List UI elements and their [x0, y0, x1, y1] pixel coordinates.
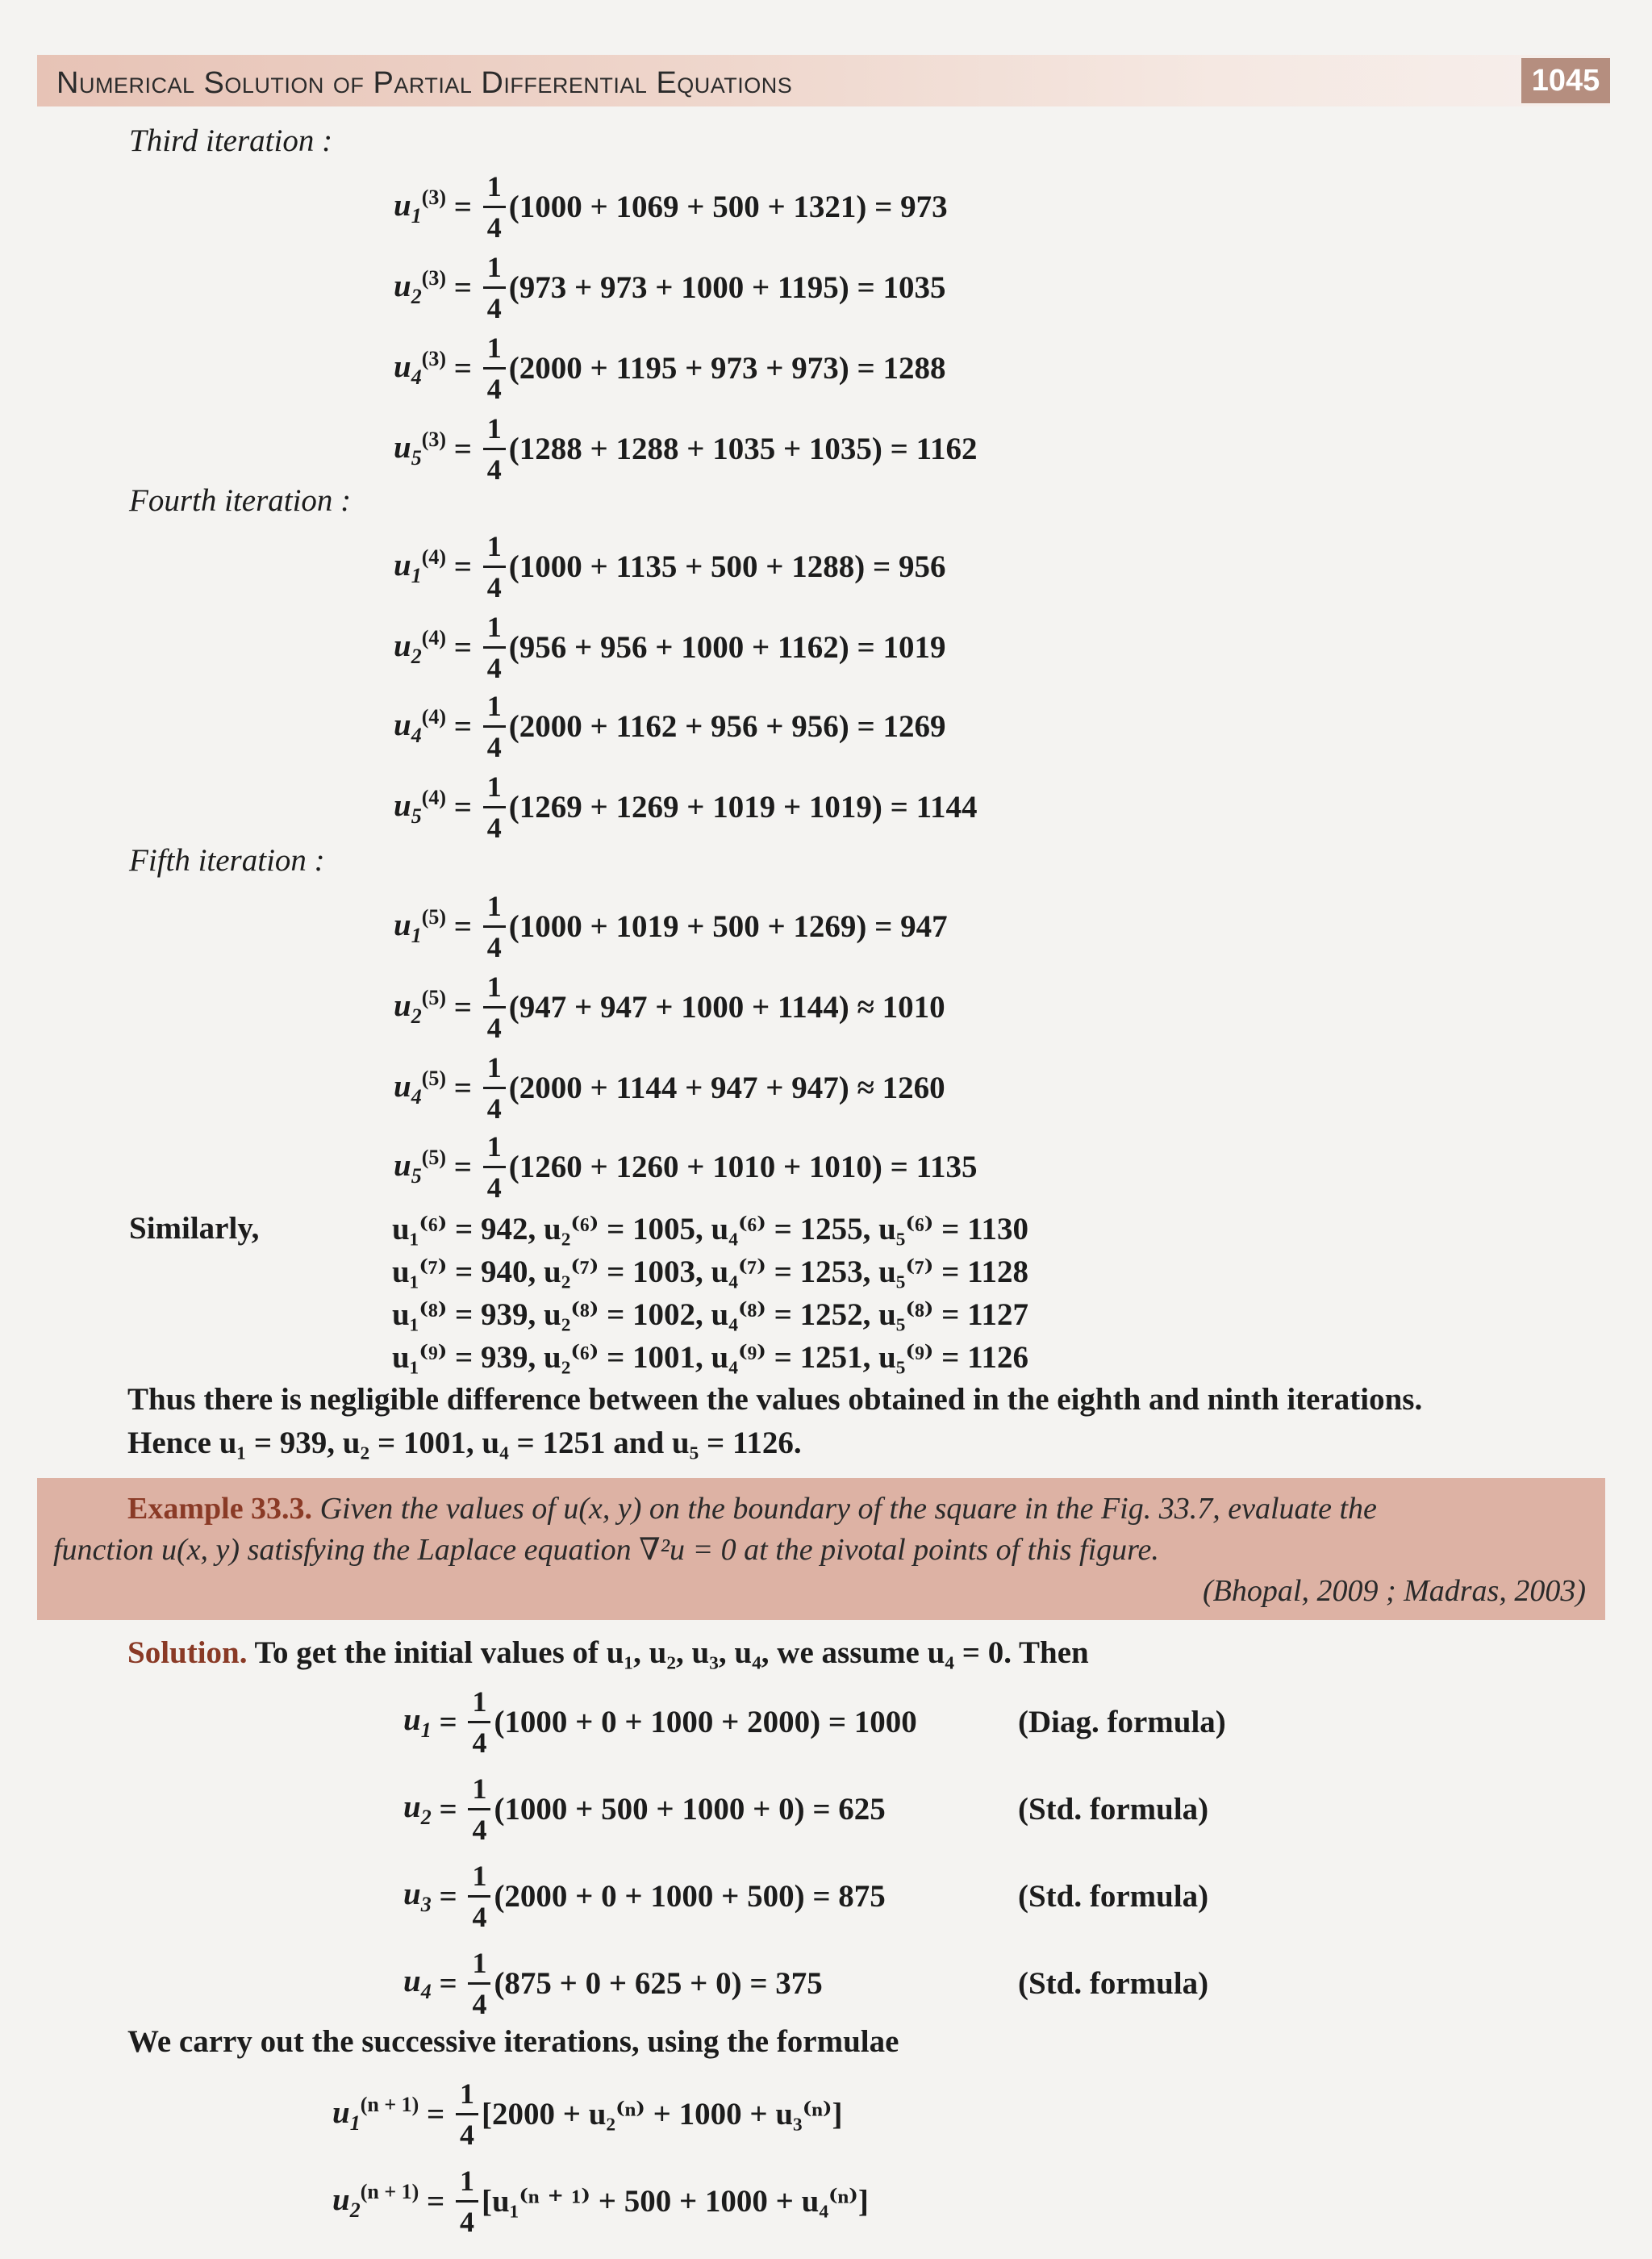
- formula-note: (Std. formula): [1018, 1966, 1209, 2001]
- solution-label: Solution.: [127, 1635, 248, 1670]
- conclusion-line: Thus there is negligible difference between the values obtained in the eighth and ninth iterations.: [127, 1382, 1423, 1417]
- page-number: 1045: [1521, 58, 1610, 103]
- equation: $u_5^{(4)}$ = $\frac{1}{4}$ (1269 + 1269 + 1019 + 1019) = 1144: [394, 770, 978, 844]
- equation: $u_5^{(5)}$ = $\frac{1}{4}$ (1260 + 1260 + 1010 + 1010) = 1135: [394, 1130, 978, 1204]
- example-box: [37, 1478, 1605, 1620]
- equation: $u_1^{(3)}$ = $\frac{1}{4}$ (1000 + 1069 + 500 + 1321) = 973: [394, 169, 948, 244]
- equation: $u_4^{(5)}$ = $\frac{1}{4}$ (2000 + 1144 + 947 + 947) ≈ 1260: [394, 1050, 945, 1125]
- example-label: Example 33.3.: [127, 1492, 313, 1526]
- formula-note: (Std. formula): [1018, 1879, 1209, 1914]
- equation: $u_1^{(5)}$ = $\frac{1}{4}$ (1000 + 1019 + 500 + 1269) = 947: [394, 889, 948, 963]
- equation: $u_1$ = $\frac{1}{4}$ (1000 + 0 + 1000 + 2000) = 1000: [403, 1685, 917, 1759]
- third-iteration-heading: Third iteration :: [129, 123, 333, 158]
- result-line: u₁⁽⁸⁾ = 939, u₂⁽⁸⁾ = 1002, u₄⁽⁸⁾ = 1252, u₅⁽⁸⁾ = 1127: [392, 1297, 1028, 1332]
- example-statement-cont: function u(x, y) satisfying the Laplace equation ∇²u = 0 at the pivotal points of this figure.: [53, 1533, 1159, 1567]
- iteration-intro: We carry out the successive iterations, using the formulae: [127, 2024, 899, 2059]
- iteration-formula: $u_1^{(n + 1)}$ = $\frac{1}{4}$ [2000 + u₂⁽ⁿ⁾ + 1000 + u₃⁽ⁿ⁾]: [332, 2077, 843, 2151]
- running-header: [37, 55, 1610, 106]
- equation: $u_2$ = $\frac{1}{4}$ (1000 + 500 + 1000 + 0) = 625: [403, 1772, 886, 1846]
- equation: $u_5^{(3)}$ = $\frac{1}{4}$ (1288 + 1288 + 1035 + 1035) = 1162: [394, 411, 978, 486]
- formula-note: (Std. formula): [1018, 1792, 1209, 1827]
- example-source: (Bhopal, 2009 ; Madras, 2003): [1203, 1574, 1586, 1608]
- chapter-title: Numerical Solution of Partial Differential Equations: [56, 66, 793, 100]
- equation: $u_2^{(3)}$ = $\frac{1}{4}$ (973 + 973 + 1000 + 1195) = 1035: [394, 250, 946, 324]
- equation: $u_1^{(4)}$ = $\frac{1}{4}$ (1000 + 1135 + 500 + 1288) = 956: [394, 529, 946, 603]
- equation: $u_2^{(4)}$ = $\frac{1}{4}$ (956 + 956 + 1000 + 1162) = 1019: [394, 610, 946, 684]
- equation: $u_4^{(3)}$ = $\frac{1}{4}$ (2000 + 1195 + 973 + 973) = 1288: [394, 331, 946, 405]
- result-line: u₁⁽⁷⁾ = 940, u₂⁽⁷⁾ = 1003, u₄⁽⁷⁾ = 1253, u₅⁽⁷⁾ = 1128: [392, 1255, 1028, 1289]
- fourth-iteration-heading: Fourth iteration :: [129, 483, 352, 518]
- solution-intro: Solution. To get the initial values of u₁, u₂, u₃, u₄, we assume u₄ = 0. Then: [127, 1635, 1089, 1670]
- example-statement: Example 33.3. Given the values of u(x, y) on the boundary of the square in the Fig. 33.7, evaluate the: [127, 1492, 1377, 1526]
- equation: $u_2^{(5)}$ = $\frac{1}{4}$ (947 + 947 + 1000 + 1144) ≈ 1010: [394, 970, 945, 1044]
- equation: $u_4$ = $\frac{1}{4}$ (875 + 0 + 625 + 0) = 375: [403, 1946, 823, 2020]
- iteration-formula: $u_2^{(n + 1)}$ = $\frac{1}{4}$ [u₁⁽ⁿ ⁺ ¹⁾ + 500 + 1000 + u₄⁽ⁿ⁾]: [332, 2164, 869, 2238]
- result-line: u₁⁽⁹⁾ = 939, u₂⁽⁶⁾ = 1001, u₄⁽⁹⁾ = 1251, u₅⁽⁹⁾ = 1126: [392, 1340, 1028, 1375]
- equation: $u_4^{(4)}$ = $\frac{1}{4}$ (2000 + 1162 + 956 + 956) = 1269: [394, 689, 946, 763]
- similarly-label: Similarly,: [129, 1211, 260, 1246]
- formula-note: (Diag. formula): [1018, 1705, 1226, 1739]
- equation: $u_3$ = $\frac{1}{4}$ (2000 + 0 + 1000 + 500) = 875: [403, 1859, 886, 1933]
- fifth-iteration-heading: Fifth iteration :: [129, 843, 325, 878]
- conclusion-line: Hence u₁ = 939, u₂ = 1001, u₄ = 1251 and u₅ = 1126.: [127, 1426, 802, 1460]
- result-line: u₁⁽⁶⁾ = 942, u₂⁽⁶⁾ = 1005, u₄⁽⁶⁾ = 1255, u₅⁽⁶⁾ = 1130: [392, 1212, 1028, 1246]
